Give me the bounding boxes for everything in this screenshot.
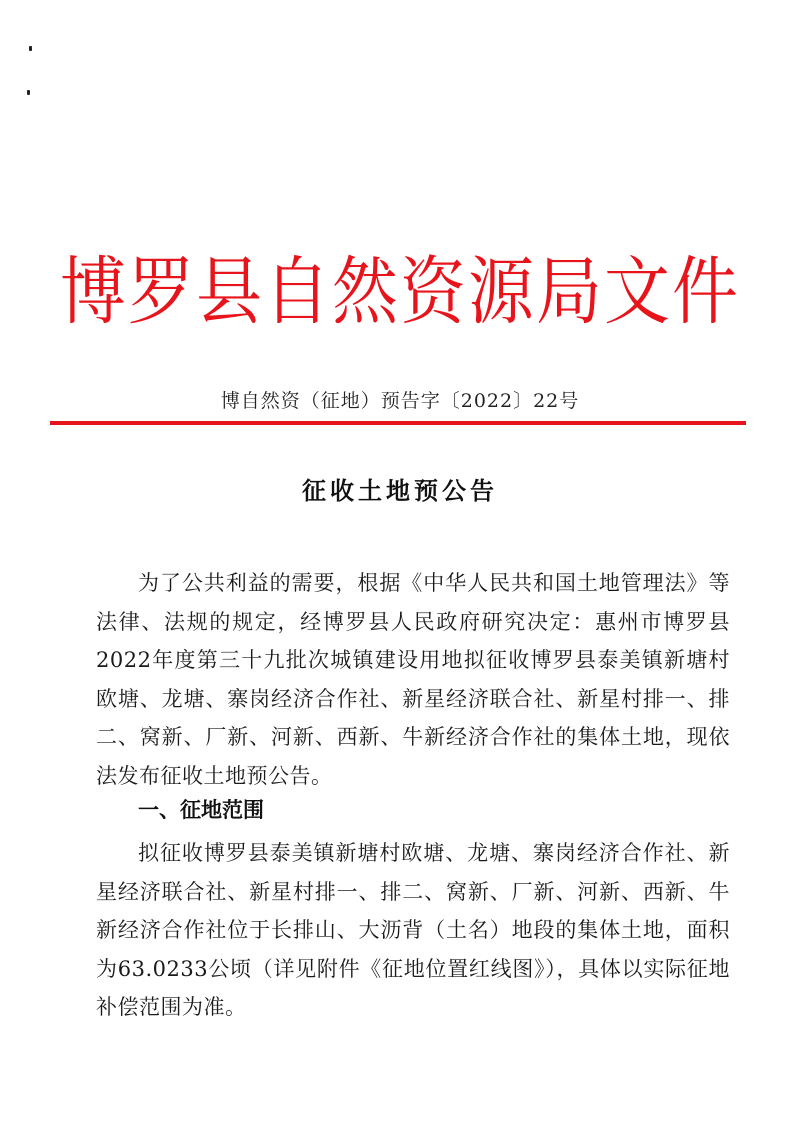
scan-artifact-mark [27, 90, 30, 95]
document-header-title: 博罗县自然资源局文件 [60, 248, 740, 335]
document-number: 博自然资（征地）预告字〔2022〕22号 [220, 390, 580, 412]
red-divider-line [50, 421, 746, 425]
scan-artifact-mark [29, 46, 32, 51]
section-heading-land-scope: 一、征地范围 [138, 798, 264, 822]
intro-paragraph: 为了公共利益的需要，根据《中华人民共和国土地管理法》等法律、法规的规定，经博罗县人民政府研究决定：惠州市博罗县2022年度第三十九批次城镇建设用地拟征收博罗县泰美镇新塘村欧塘、龙塘、寨岗经济合作社、新星经济联合社、新星村排一、排二、窝新、厂新、河新、西新、牛新经济合作社的集体土地，现依法发布征收土地预公告。 [96, 571, 730, 788]
notice-title: 征收土地预公告 [302, 477, 498, 505]
section-paragraph-land-scope: 拟征收博罗县泰美镇新塘村欧塘、龙塘、寨岗经济合作社、新星经济联合社、新星村排一、排二、窝新、厂新、河新、西新、牛新经济合作社位于长排山、大沥背（土名）地段的集体土地，面积为63.0233公顷（详见附件《征地位置红线图》），具体以实际征地补偿范围为准。 [96, 841, 730, 1019]
